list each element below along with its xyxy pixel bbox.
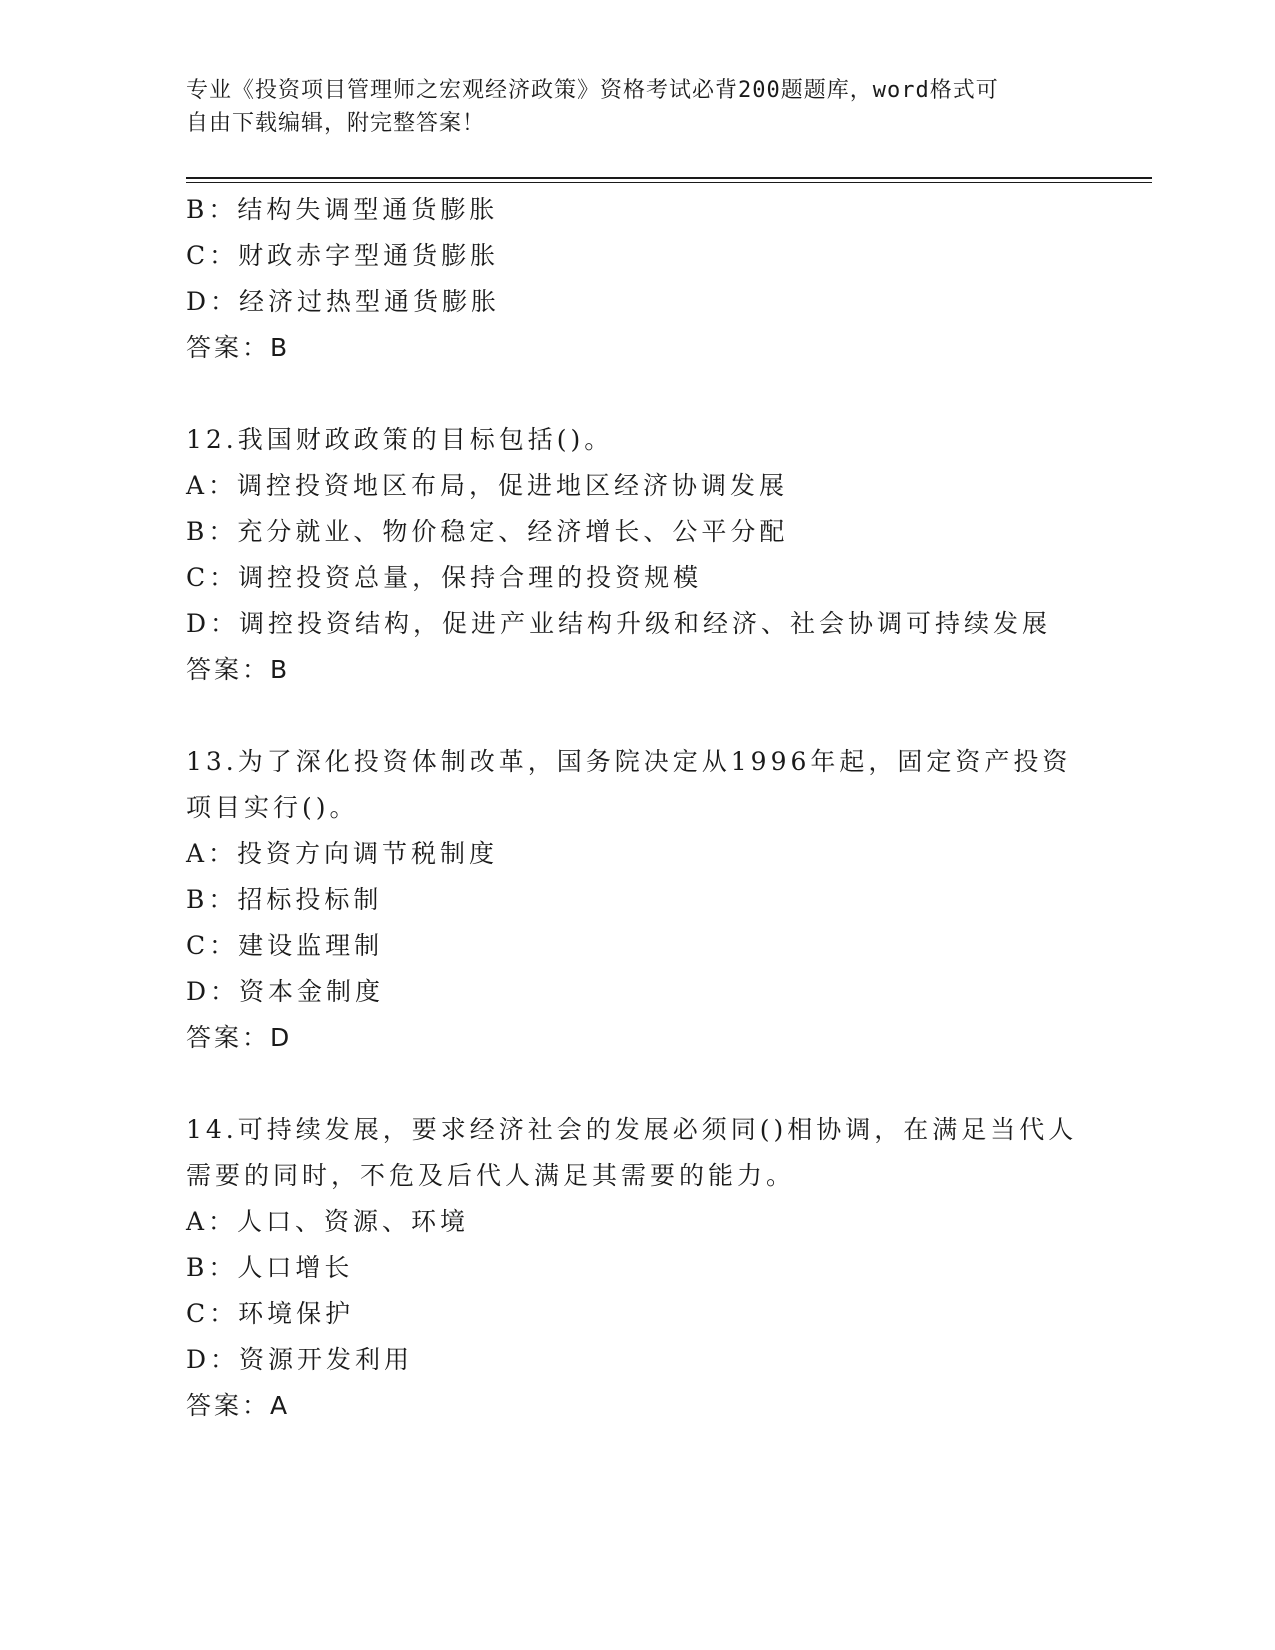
question-text: 14.可持续发展，要求经济社会的发展必须同()相协调，在满足当代人 [186,1115,1078,1144]
spacer [186,371,1086,417]
header-rule-thick [186,177,1152,179]
spacer [186,693,1086,739]
option-d: D：资源开发利用 [186,1345,414,1374]
question-text-continued: 项目实行()。 [186,793,359,822]
answer: 答案：B [186,333,291,362]
partial-question [186,187,1086,371]
option-c: C：建设监理制 [186,931,384,960]
option-d: D：经济过热型通货膨胀 [186,287,501,316]
spacer [186,1061,1086,1107]
option-d: D：资本金制度 [186,977,385,1006]
question-text: 12.我国财政政策的目标包括()。 [186,425,614,454]
option-b: B：人口增长 [186,1253,354,1282]
header-line-2: 自由下载编辑，附完整答案！ [186,111,486,136]
question-13 [186,739,1086,1061]
document-header [186,74,1066,140]
question-14 [186,1107,1086,1429]
option-a: A：投资方向调节税制度 [186,839,499,868]
answer: 答案：A [186,1391,291,1420]
answer: 答案：D [186,1023,293,1052]
question-content [186,187,1086,1429]
option-b: B：招标投标制 [186,885,383,914]
question-12 [186,417,1086,693]
header-rule-thin [186,182,1152,183]
option-d: D：调控投资结构，促进产业结构升级和经济、社会协调可持续发展 [186,609,1052,638]
option-c: C：环境保护 [186,1299,355,1328]
option-c: C：调控投资总量，保持合理的投资规模 [186,563,703,592]
option-a: A：人口、资源、环境 [186,1207,470,1236]
header-line-1: 专业《投资项目管理师之宏观经济政策》资格考试必背200题题库，word格式可 [186,78,999,103]
answer: 答案：B [186,655,291,684]
option-b: B：结构失调型通货膨胀 [186,195,499,224]
question-text: 13.为了深化投资体制改革，国务院决定从1996年起，固定资产投资 [186,747,1072,776]
option-b: B：充分就业、物价稳定、经济增长、公平分配 [186,517,789,546]
question-text-continued: 需要的同时，不危及后代人满足其需要的能力。 [186,1161,796,1190]
option-c: C：财政赤字型通货膨胀 [186,241,500,270]
option-a: A：调控投资地区布局，促进地区经济协调发展 [186,471,789,500]
